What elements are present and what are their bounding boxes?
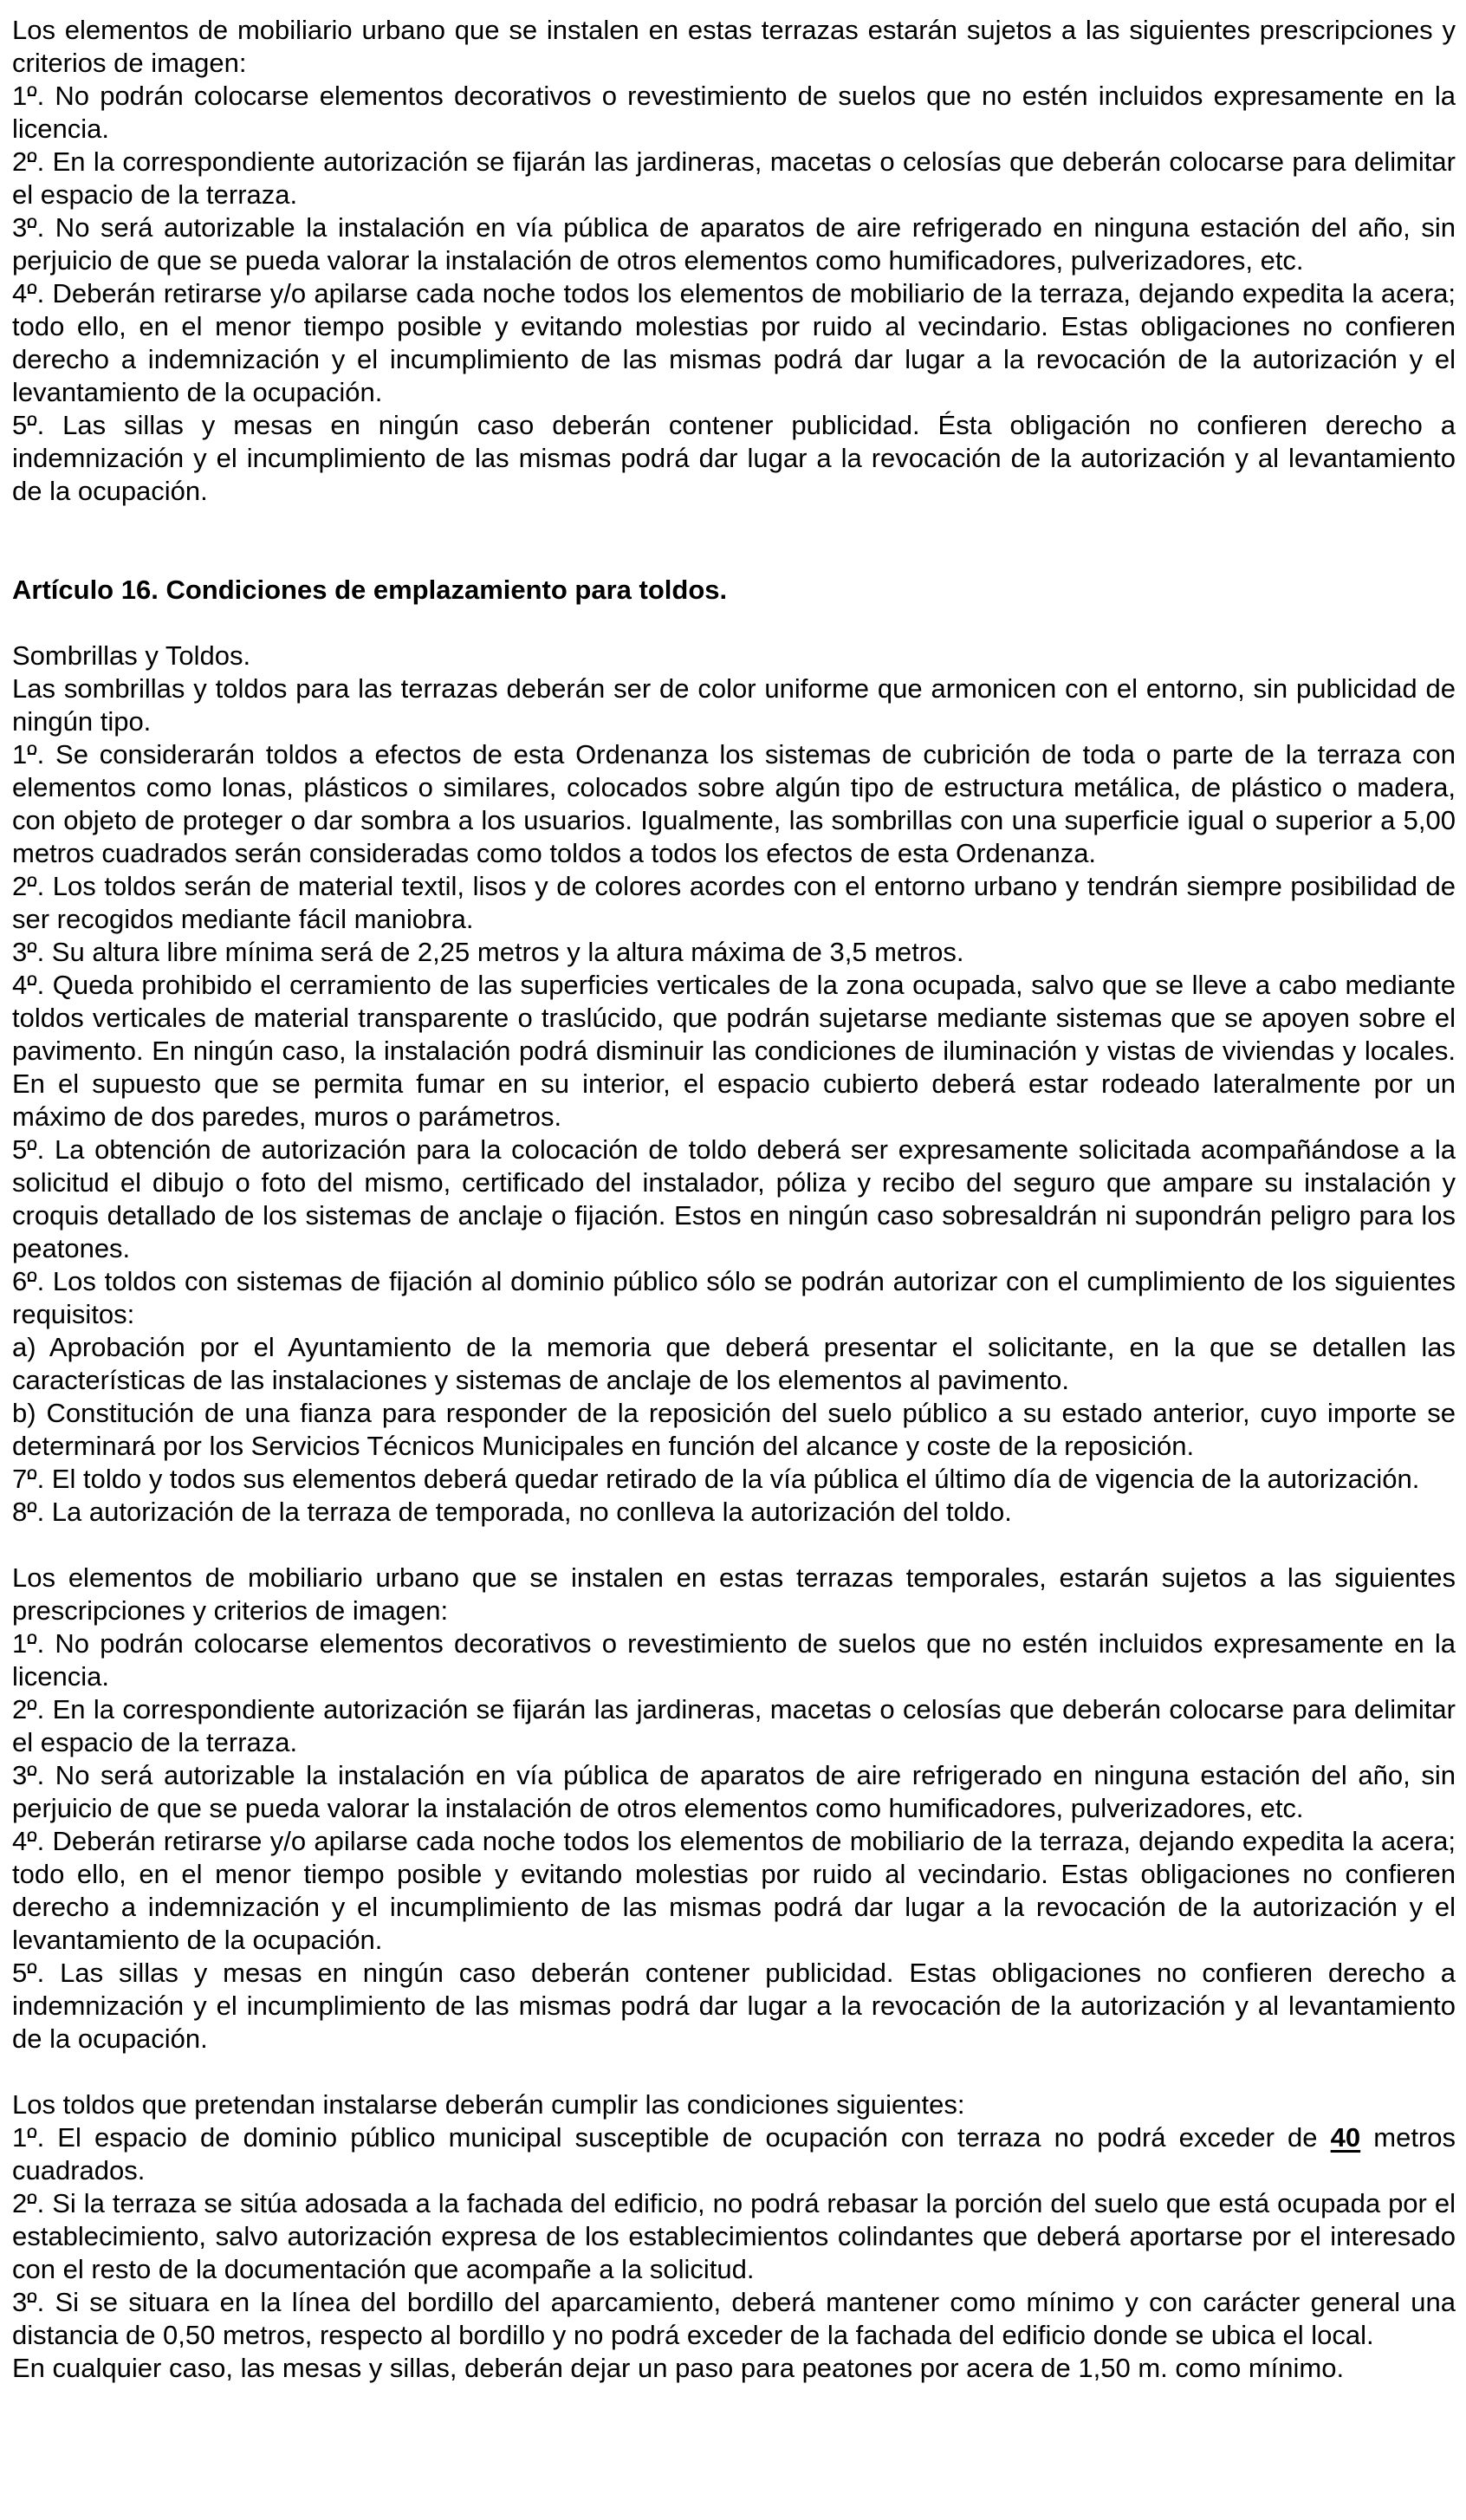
text-run: . Se considerarán toldos a efectos de esta Ordenanza los sistemas de cubrición de toda o parte de la terraza con elementos como lonas, plásticos o similares, colocados sobre algún tipo de estructura metálica, de plástico o madera, con objeto de proteger o dar sombra a los usuarios. Igualmente, las sombrillas con una superficie igual o superior a 5,00 metros cuadrados serán consideradas como toldos a todos los efectos de esta Ordenanza. xyxy=(12,739,1456,868)
paragraph xyxy=(12,14,1456,80)
paragraph xyxy=(12,1627,1456,1693)
text-run: 2 xyxy=(12,1694,28,1724)
text-run: 3 xyxy=(12,212,28,243)
text-run: 7 xyxy=(12,1464,28,1494)
text-run: 3 xyxy=(12,2287,28,2317)
ordinal-indicator: º xyxy=(27,278,37,309)
ordinal-indicator: º xyxy=(27,212,37,243)
text-run: 2 xyxy=(12,871,28,901)
paragraph xyxy=(12,1825,1456,1957)
paragraph xyxy=(12,2121,1456,2187)
text-run: . El espacio de dominio público municipal susceptible de ocupación con terraza no podrá exceder de xyxy=(36,2122,1331,2153)
text-run: 4 xyxy=(12,278,28,309)
text-run: 6 xyxy=(12,1266,28,1296)
text-run: 5 xyxy=(12,410,28,440)
paragraph xyxy=(12,1562,1456,1627)
text-run: Sombrillas y Toldos. xyxy=(12,640,251,671)
paragraph xyxy=(12,672,1456,738)
ordinal-indicator: º xyxy=(27,970,37,1000)
ordinal-indicator: º xyxy=(27,2188,37,2218)
text-run: 3 xyxy=(12,1760,28,1790)
text-run: 1 xyxy=(12,1628,28,1659)
text-run: Las sombrillas y toldos para las terrazas deberán ser de color uniforme que armonicen con el entorno, sin publicidad de ningún tipo. xyxy=(12,673,1456,737)
text-run: Los elementos de mobiliario urbano que se instalen en estas terrazas estarán sujetos a las siguientes prescripciones y criterios de imagen: xyxy=(12,15,1456,78)
text-run: . No podrán colocarse elementos decorativos o revestimiento de suelos que no estén incluidos expresamente en la licencia. xyxy=(12,81,1456,144)
text-run: 5 xyxy=(12,1958,28,1988)
text-run: 2 xyxy=(12,2188,28,2218)
text-run: metros cuadrados. xyxy=(12,2122,1456,2186)
paragraph xyxy=(12,1265,1456,1331)
text-run: . El toldo y todos sus elementos deberá quedar retirado de la vía pública el último día de vigencia de la autorización. xyxy=(36,1464,1420,1494)
ordinal-indicator: º xyxy=(27,1958,37,1988)
ordinal-indicator: º xyxy=(27,410,37,440)
paragraph xyxy=(12,936,1456,969)
text-run: . Deberán retirarse y/o apilarse cada noche todos los elementos de mobiliario de la terraza, dejando expedita la acera; todo ello, en el menor tiempo posible y evitando molestias por ruido al vecindario. Estas obligaciones no confieren derecho a indemnización y el incumplimiento de las mismas podrá dar lugar a la revocación de la autorización y el levantamiento de la ocupación. xyxy=(12,278,1456,407)
section-gap xyxy=(12,1529,1456,1562)
text-run: . Las sillas y mesas en ningún caso deberán contener publicidad. Estas obligaciones no confieren derecho a indemnización y el incumplimiento de las mismas podrá dar lugar a la revocación de la autorización y al levantamiento de la ocupación. xyxy=(12,1958,1456,2054)
ordinal-indicator: º xyxy=(27,871,37,901)
text-run: 4 xyxy=(12,1826,28,1856)
paragraph xyxy=(12,870,1456,936)
text-run: . En la correspondiente autorización se fijarán las jardineras, macetas o celosías que deberán colocarse para delimitar el espacio de la terraza. xyxy=(12,1694,1456,1757)
text-run: 4 xyxy=(12,970,28,1000)
paragraph xyxy=(12,969,1456,1133)
paragraph xyxy=(12,2187,1456,2286)
text-run: 2 xyxy=(12,146,28,177)
text-run: Artículo 16 xyxy=(12,575,152,605)
text-run: Condiciones de emplazamiento para toldos. xyxy=(165,575,728,605)
paragraph xyxy=(12,80,1456,146)
paragraph xyxy=(12,277,1456,409)
text-run: b) Constitución de una fianza para responder de la reposición del suelo público a su estado anterior, cuyo importe se determinará por los Servicios Técnicos Municipales en función del alcance y coste de la reposición. xyxy=(12,1398,1456,1461)
text-run: . Queda prohibido el cerramiento de las superficies verticales de la zona ocupada, salvo que se lleve a cabo mediante toldos verticales de material transparente o traslúcido, que podrán sujetarse mediante sistemas que se apoyen sobre el pavimento. En ningún caso, la instalación podrá disminuir las condiciones de iluminación y vistas de viviendas y locales. En el supuesto que se permita fumar en su interior, el espacio cubierto deberá estar rodeado lateralmente por un máximo de dos paredes, muros o parámetros. xyxy=(12,970,1456,1132)
text-run: 1 xyxy=(12,2122,28,2153)
ordinal-indicator: º xyxy=(27,739,37,770)
paragraph xyxy=(12,1331,1456,1397)
text-run: . Los toldos serán de material textil, lisos y de colores acordes con el entorno urbano y tendrán siempre posibilidad de ser recogidos mediante fácil maniobra. xyxy=(12,871,1456,934)
ordinal-indicator: º xyxy=(27,2287,37,2317)
ordinal-indicator: º xyxy=(27,1497,37,1527)
text-run: Los elementos de mobiliario urbano que se instalen en estas terrazas temporales, estarán sujetos a las siguientes prescripciones y criterios de imagen: xyxy=(12,1562,1456,1626)
paragraph xyxy=(12,1397,1456,1463)
ordinal-indicator: º xyxy=(27,1826,37,1856)
paragraph xyxy=(12,146,1456,211)
paragraph xyxy=(12,1957,1456,2056)
paragraph xyxy=(12,1463,1456,1496)
paragraph xyxy=(12,1133,1456,1265)
text-run: . xyxy=(151,575,166,605)
paragraph xyxy=(12,738,1456,870)
ordinal-indicator: º xyxy=(27,1628,37,1659)
text-run: 1 xyxy=(12,81,28,111)
paragraph xyxy=(12,640,1456,672)
paragraph xyxy=(12,211,1456,277)
ordinal-indicator: º xyxy=(27,2122,37,2153)
text-run: . La obtención de autorización para la colocación de toldo deberá ser expresamente solicitada acompañándose a la solicitud el dibujo o foto del mismo, certificado del instalador, póliza y recibo del seguro que ampare su instalación y croquis detallado de los sistemas de anclaje o fijación. Estos en ningún caso sobresaldrán ni supondrán peligro para los peatones. xyxy=(12,1134,1456,1263)
text-run: . Su altura libre mínima será de 2,25 metros y la altura máxima de 3,5 metros. xyxy=(36,937,964,967)
paragraph xyxy=(12,1693,1456,1759)
text-run: 3 xyxy=(12,937,28,967)
text-run: . Si la terraza se sitúa adosada a la fachada del edificio, no podrá rebasar la porción del suelo que está ocupada por el establecimiento, salvo autorización expresa de los establecimientos colindantes que deberá aportarse por el interesado con el resto de la documentación que acompañe a la solicitud. xyxy=(12,2188,1456,2284)
ordinal-indicator: º xyxy=(27,1464,37,1494)
text-run: . No podrán colocarse elementos decorativos o revestimiento de suelos que no estén incluidos expresamente en la licencia. xyxy=(12,1628,1456,1692)
article-heading xyxy=(12,574,1456,607)
paragraph xyxy=(12,1759,1456,1825)
text-run: . En la correspondiente autorización se fijarán las jardineras, macetas o celosías que deberán colocarse para delimitar el espacio de la terraza. xyxy=(12,146,1456,210)
text-run: 5 xyxy=(12,1134,28,1165)
ordinal-indicator: º xyxy=(27,1266,37,1296)
paragraph xyxy=(12,1496,1456,1529)
ordinal-indicator: º xyxy=(27,937,37,967)
ordinal-indicator: º xyxy=(27,1134,37,1165)
paragraph xyxy=(12,409,1456,508)
paragraph xyxy=(12,2286,1456,2352)
section-gap xyxy=(12,607,1456,640)
text-run: . La autorización de la terraza de temporada, no conlleva la autorización del toldo. xyxy=(36,1497,1012,1527)
text-run: . Los toldos con sistemas de fijación al dominio público sólo se podrán autorizar con el cumplimiento de los siguientes requisitos: xyxy=(12,1266,1456,1329)
text-run: . No será autorizable la instalación en vía pública de aparatos de aire refrigerado en ninguna estación del año, sin perjuicio de que se pueda valorar la instalación de otros elementos como humificadores, pulverizadores, etc. xyxy=(12,1760,1456,1823)
text-run: . Las sillas y mesas en ningún caso deberán contener publicidad. Ésta obligación no confieren derecho a indemnización y el incumplimiento de las mismas podrá dar lugar a la revocación de la autorización y al levantamiento de la ocupación. xyxy=(12,410,1456,506)
text-run: . Si se situara en la línea del bordillo del aparcamiento, deberá mantener como mínimo y con carácter general una distancia de 0,50 metros, respecto al bordillo y no podrá exceder de la fachada del edificio donde se ubica el local. xyxy=(12,2287,1456,2350)
text-run: Los toldos que pretendan instalarse deberán cumplir las condiciones siguientes: xyxy=(12,2089,965,2120)
text-run: En cualquier caso, las mesas y sillas, deberán dejar un paso para peatones por acera de 1,50 m. como mínimo. xyxy=(12,2353,1345,2383)
section-gap xyxy=(12,508,1456,574)
ordinal-indicator: º xyxy=(27,81,37,111)
section-gap xyxy=(12,2056,1456,2088)
ordinal-indicator: º xyxy=(27,146,37,177)
text-run: a) Aprobación por el Ayuntamiento de la memoria que deberá presentar el solicitante, en la que se detallen las características de las instalaciones y sistemas de anclaje de los elementos al pavimento. xyxy=(12,1332,1456,1395)
ordinal-indicator: º xyxy=(27,1760,37,1790)
text-run: . No será autorizable la instalación en vía pública de aparatos de aire refrigerado en ninguna estación del año, sin perjuicio de que se pueda valorar la instalación de otros elementos como humificadores, pulverizadores, etc. xyxy=(12,212,1456,276)
ordinal-indicator: º xyxy=(27,1694,37,1724)
text-run: 8 xyxy=(12,1497,28,1527)
text-run: . Deberán retirarse y/o apilarse cada noche todos los elementos de mobiliario de la terraza, dejando expedita la acera; todo ello, en el menor tiempo posible y evitando molestias por ruido al vecindario. Estas obligaciones no confieren derecho a indemnización y el incumplimiento de las mismas podrá dar lugar a la revocación de la autorización y el levantamiento de la ocupación. xyxy=(12,1826,1456,1955)
paragraph xyxy=(12,2088,1456,2121)
paragraph xyxy=(12,2352,1456,2385)
text-run: 1 xyxy=(12,739,28,770)
text-run: 40 xyxy=(1330,2122,1361,2153)
